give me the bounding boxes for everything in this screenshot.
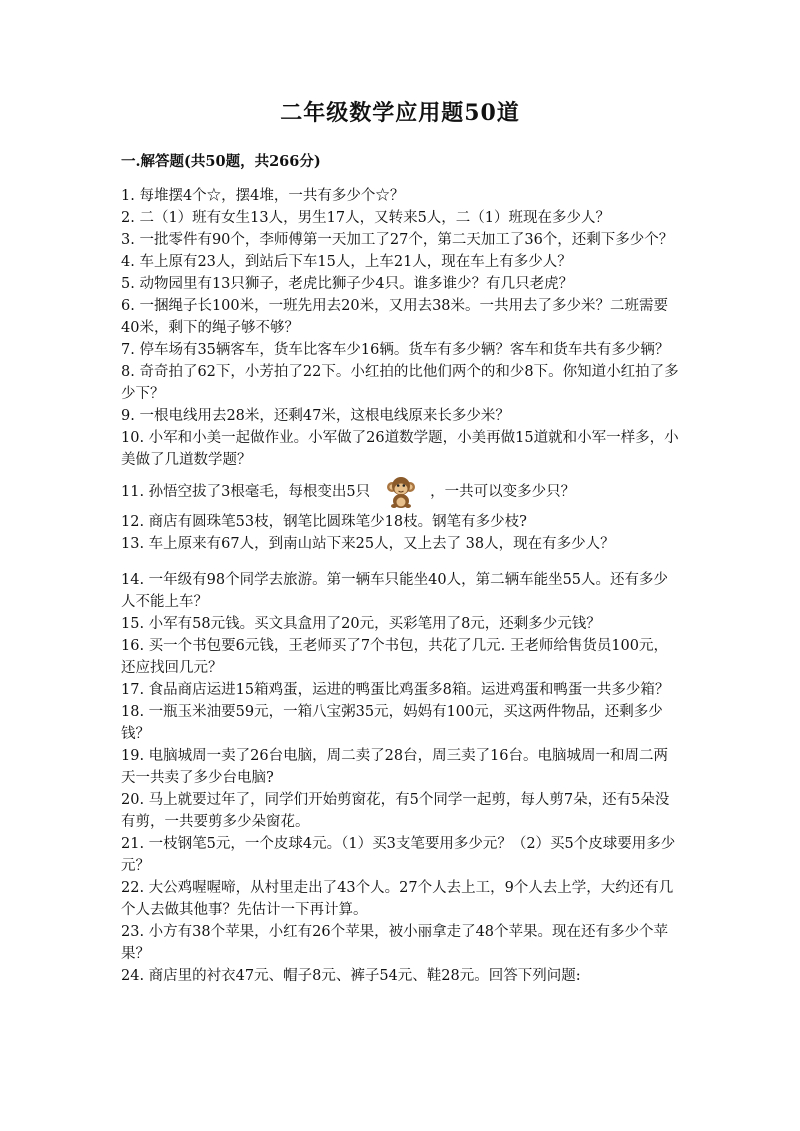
question-2: 2. 二（1）班有女生13人，男生17人，又转来5人，二（1）班现在多少人？ [121, 210, 611, 226]
question-5: 5. 动物园里有13只狮子，老虎比狮子少4只。谁多谁少？有几只老虎？ [121, 276, 574, 292]
question-15: 15. 小军有58元钱。买文具盒用了20元，买彩笔用了8元，还剩多少元钱？ [121, 616, 601, 632]
question-17: 17. 食品商店运进15箱鸡蛋，运进的鸭蛋比鸡蛋多8箱。运进鸡蛋和鸭蛋一共多少箱？ [121, 682, 670, 698]
question-11 [121, 474, 681, 510]
page-title: 二年级数学应用题50道 [280, 100, 520, 126]
question-9: 9. 一根电线用去28米，还剩47米，这根电线原来长多少米？ [121, 408, 510, 424]
question-13: 13. 车上原来有67人，到南山站下来25人，又上去了 38人，现在有多少人？ [121, 536, 615, 552]
question-8: 8. 奇奇拍了62下，小芳拍了22下。小红拍的比他们两个的和少8下。你知道小红拍了多少下？ [121, 364, 679, 402]
question-7: 7. 停车场有35辆客车，货车比客车少16辆。货车有多少辆？客车和货车共有多少辆？ [121, 342, 670, 358]
question-21: 21. 一枝钢笔5元，一个皮球4元。（1）买3支笔要用多少元？（2）买5个皮球要用多少元？ [121, 836, 676, 874]
section-heading: 一.解答题(共50题，共266分) [121, 153, 321, 170]
question-18: 18. 一瓶玉米油要59元，一箱八宝粥35元，妈妈有100元，买这两件物品，还剩多少钱？ [121, 704, 663, 742]
question-6: 6. 一捆绳子长100米，一班先用去20米，又用去38米。一共用去了多少米？二班需要40米，剩下的绳子够不够？ [121, 298, 669, 336]
question-14: 14. 一年级有98个同学去旅游。第一辆车只能坐40人，第二辆车能坐55人。还有多少人不能上车？ [121, 572, 669, 610]
question-11-part-a: 11. 孙悟空拔了3根毫毛，每根变出5只 [121, 484, 371, 500]
question-11-part-b: ，一共可以变多少只？ [430, 484, 576, 500]
question-list [121, 185, 681, 987]
question-20: 20. 马上就要过年了，同学们开始剪窗花，有5个同学一起剪，每人剪7朵，还有5朵没有剪，一共要剪多少朵窗花。 [121, 792, 670, 830]
spacer [121, 555, 681, 569]
monkey-icon [386, 475, 416, 509]
question-4: 4. 车上原有23人，到站后下车15人，上车21人，现在车上有多少人？ [121, 254, 572, 270]
question-19: 19. 电脑城周一卖了26台电脑，周二卖了28台，周三卖了16台。电脑城周一和周二两天一共卖了多少台电脑? [121, 748, 669, 786]
question-22: 22. 大公鸡喔喔啼，从村里走出了43个人。27个人去上工，9个人去上学，大约还有几个人去做其他事？先估计一下再计算。 [121, 880, 674, 918]
question-1: 1. 每堆摆4个☆，摆4堆，一共有多少个☆？ [121, 188, 405, 204]
question-23: 23. 小方有38个苹果，小红有26个苹果，被小丽拿走了48个苹果。现在还有多少个苹果？ [121, 924, 669, 962]
question-3: 3. 一批零件有90个，李师傅第一天加工了27个，第二天加工了36个，还剩下多少个？ [121, 232, 674, 248]
question-16: 16. 买一个书包要6元钱，王老师买了7个书包，共花了几元. 王老师给售货员100元，还应找回几元？ [121, 638, 669, 676]
question-12: 12. 商店有圆珠笔53枝，钢笔比圆珠笔少18枝。钢笔有多少枝? [121, 514, 527, 530]
question-10: 10. 小军和小美一起做作业。小军做了26道数学题，小美再做15道就和小军一样多，小美做了几道数学题？ [121, 430, 679, 468]
question-24: 24. 商店里的衬衣47元、帽子8元、裤子54元、鞋28元。回答下列问题: [121, 968, 581, 984]
